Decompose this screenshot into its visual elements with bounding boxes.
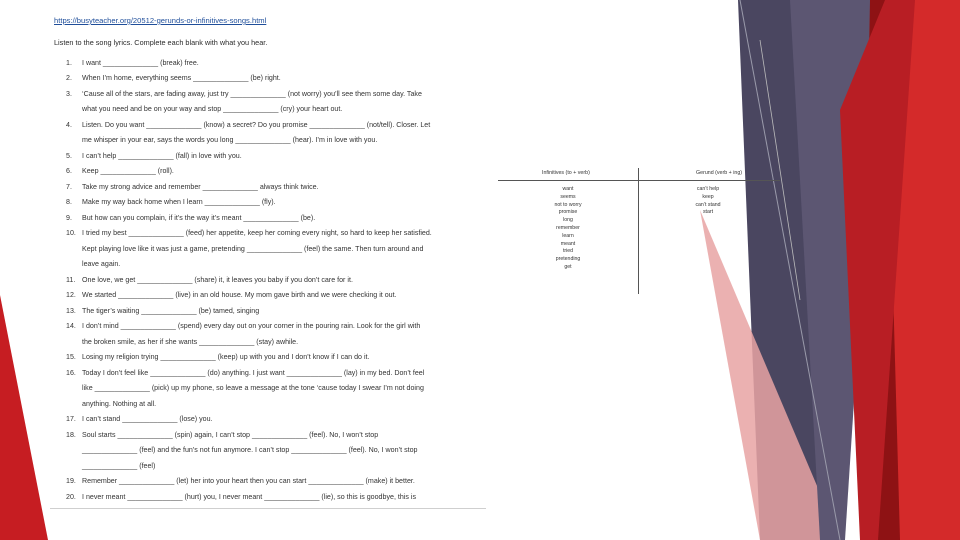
exercise-number: 5.: [66, 151, 72, 160]
exercise-line: ______________ (feel) and the fun’s not fun anymore. I can’t stop ______________ (feel). No, I won’t stop: [82, 446, 418, 455]
table-cell-verb: not to worry: [554, 201, 582, 208]
gerund-header: Gerund (verb + ing): [696, 170, 743, 176]
exercise-line: leave again.: [82, 260, 121, 269]
exercise-line: I can’t stand ______________ (lose) you.: [82, 415, 213, 424]
exercise-number: 8.: [66, 198, 72, 207]
exercise-line: ‘Cause all of the stars, are fading away, just try ______________ (not worry) you’ll see them some day. Take: [82, 89, 422, 98]
table-header-rule: [498, 180, 780, 181]
exercise-number: 14.: [66, 322, 76, 331]
exercise-number: 4.: [66, 120, 72, 129]
exercise-line: But how can you complain, if it’s the way it’s meant ______________ (be).: [82, 213, 316, 222]
exercise-line: me whisper in your ear, says the words you long ______________ (hear). I’m in love with you.: [82, 136, 378, 145]
exercise-line: I can’t help ______________ (fall) in love with you.: [82, 151, 242, 160]
left-red-shape: [0, 295, 48, 540]
exercise-number: 7.: [66, 182, 72, 191]
exercise-number: 20.: [66, 492, 76, 501]
infinitives-header: Infinitives (to + verb): [542, 170, 590, 176]
exercise-line: what you need and be on your way and stop ______________ (cry) your heart out.: [82, 105, 343, 114]
exercise-number: 12.: [66, 291, 76, 300]
exercise-line: When I’m home, everything seems ______________ (be) right.: [82, 74, 281, 83]
exercise-number: 16.: [66, 368, 76, 377]
exercise-number: 11.: [66, 275, 76, 284]
exercise-line: We started ______________ (live) in an old house. My mom gave birth and we were checking it out.: [82, 291, 397, 300]
table-cell-verb: start: [702, 209, 714, 216]
exercise-line: Listen. Do you want ______________ (know) a secret? Do you promise ______________ (not/tell). Closer. Let: [82, 120, 431, 129]
table-cell-verb: seems: [560, 193, 576, 200]
exercise-number: 19.: [66, 477, 76, 486]
exercise-line: Today I don’t feel like ______________ (do) anything. I just want ______________ (lay) in my bed. Don’t feel: [82, 368, 425, 377]
table-cell-verb: learn: [562, 232, 574, 239]
worksheet-page: [50, 8, 486, 510]
exercise-line: I never meant ______________ (hurt) you, I never meant ______________ (lie), so this is goodbye, this is: [82, 492, 417, 501]
exercise-number: 17.: [66, 415, 76, 424]
table-cell-verb: remember: [556, 224, 580, 231]
table-cell-verb: pretending: [555, 256, 581, 263]
page-divider: [50, 508, 486, 509]
exercise-line: the broken smile, as her if she wants ______________ (stay) awhile.: [82, 337, 299, 346]
exercise-number: 3.: [66, 89, 72, 98]
exercise-line: Make my way back home when I learn ______________ (fly).: [82, 198, 276, 207]
exercise-number: 1.: [66, 59, 72, 67]
table-cell-verb: want: [562, 186, 574, 192]
exercise-number: 13.: [66, 306, 76, 315]
exercise-number: 10.: [66, 229, 76, 238]
table-cell-verb: can’t stand: [695, 201, 721, 208]
exercise-line: The tiger’s waiting ______________ (be) tamed, singing: [82, 306, 260, 315]
exercise-number: 18.: [66, 430, 76, 439]
table-cell-verb: meant: [560, 240, 576, 247]
exercise-number: 6.: [66, 167, 72, 176]
table-cell-verb: can’t help: [696, 186, 720, 192]
exercise-number: 15.: [66, 353, 76, 362]
instructions: Listen to the song lyrics. Complete each blank with what you hear.: [54, 38, 268, 47]
table-cell-verb: tried: [562, 248, 574, 255]
table-cell-verb: keep: [702, 193, 714, 200]
table-cell-verb: long: [563, 217, 573, 224]
source-url-link[interactable]: https://busyteacher.org/20512-gerunds-or-infinitives-songs.html: [54, 16, 267, 25]
exercise-line: like ______________ (pick) up my phone, so leave a message at the tone ‘cause today I swear I’m not doing: [82, 384, 424, 393]
table-cell-verb: get: [564, 263, 572, 270]
exercise-line: anything. Nothing at all.: [82, 399, 157, 408]
infinitives-column: [508, 186, 628, 272]
exercise-line: One love, we get ______________ (share) it, it leaves you baby if you don’t care for it.: [82, 275, 353, 284]
exercise-line: I want ______________ (break) free.: [82, 59, 199, 67]
exercise-line: I don’t mind ______________ (spend) every day out on your corner in the pouring rain. Look for the girl with: [82, 322, 421, 331]
exercise-line: Losing my religion trying ______________ (keep) up with you and I don’t know if I can do it.: [82, 353, 370, 362]
table-column-rule: [638, 168, 639, 294]
exercise-line: ______________ (feel): [82, 461, 156, 470]
exercise-line: Kept playing love like it was just a game, pretending ______________ (feel) the same. Then turn around and: [82, 244, 424, 253]
exercise-line: Take my strong advice and remember ______________ always think twice.: [82, 182, 319, 191]
table-cell-verb: promise: [558, 209, 578, 216]
verb-classification-table: [498, 168, 780, 294]
exercise-line: I tried my best ______________ (feed) her appetite, keep her coming every night, so hard to keep her satisfied.: [82, 229, 432, 238]
exercise-line: Remember ______________ (let) her into your heart then you can start ______________ (make) it better.: [82, 477, 415, 486]
exercise-number: 9.: [66, 213, 72, 222]
exercise-number: 2.: [66, 74, 72, 83]
exercise-line: Keep ______________ (roll).: [82, 167, 174, 176]
exercise-line: Soul starts ______________ (spin) again, I can’t stop ______________ (feel). No, I won’t stop: [82, 430, 379, 439]
gerund-column: [648, 186, 768, 217]
